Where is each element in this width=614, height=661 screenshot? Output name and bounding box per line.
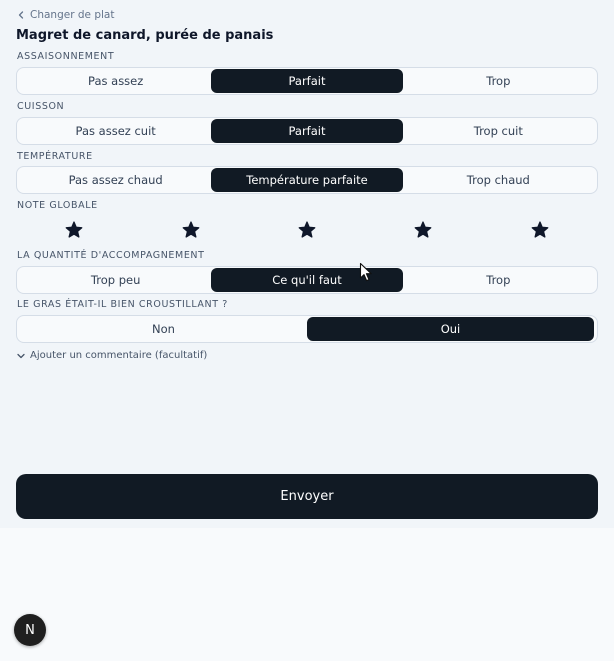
star-icon[interactable] [530,220,550,240]
back-link[interactable] [17,9,114,21]
segmented-assaisonnement [16,67,598,95]
section-label-temperature: TEMPÉRATURE [17,151,93,162]
option-trop[interactable]: Trop [486,74,511,88]
star-icon[interactable] [297,220,317,240]
option-ce-quil-faut[interactable]: Ce qu'il faut [211,268,402,292]
section-label-assaisonnement: ASSAISONNEMENT [17,51,115,62]
star-rating [16,218,598,242]
option-trop-peu[interactable]: Trop peu [90,273,141,287]
option-pas-assez[interactable]: Pas assez [88,74,144,88]
section-label-cuisson: CUISSON [17,101,65,112]
star-icon[interactable] [413,220,433,240]
star-icon[interactable] [64,220,84,240]
option-trop[interactable]: Trop [486,273,511,287]
option-pas-assez-cuit[interactable]: Pas assez cuit [75,124,156,138]
option-pas-assez-chaud[interactable]: Pas assez chaud [68,173,163,187]
add-comment-toggle[interactable] [17,350,207,361]
option-non[interactable]: Non [152,322,175,336]
option-parfait[interactable]: Parfait [211,119,402,143]
segmented-cuisson [16,117,598,145]
option-temperature-parfaite[interactable]: Température parfaite [211,168,402,192]
star-icon[interactable] [181,220,201,240]
option-parfait[interactable]: Parfait [211,69,402,93]
dish-title: Magret de canard, purée de panais [16,28,274,43]
section-label-note: NOTE GLOBALE [17,200,98,211]
add-comment-label: Ajouter un commentaire (facultatif) [30,350,208,361]
chevron-down-icon [17,352,25,360]
section-label-gras: LE GRAS ÉTAIT-IL BIEN CROUSTILLANT ? [17,299,228,310]
chevron-left-icon [17,11,25,19]
segmented-gras [16,315,598,343]
back-link-label: Changer de plat [30,9,115,21]
option-oui[interactable]: Oui [307,317,594,341]
option-trop-cuit[interactable]: Trop cuit [473,124,523,138]
submit-button[interactable]: Envoyer [16,474,598,519]
dev-badge[interactable]: N [14,614,46,646]
segmented-temperature [16,166,598,194]
section-label-accompagnement: LA QUANTITÉ D'ACCOMPAGNEMENT [17,250,205,261]
segmented-accompagnement [16,266,598,294]
option-trop-chaud[interactable]: Trop chaud [466,173,530,187]
